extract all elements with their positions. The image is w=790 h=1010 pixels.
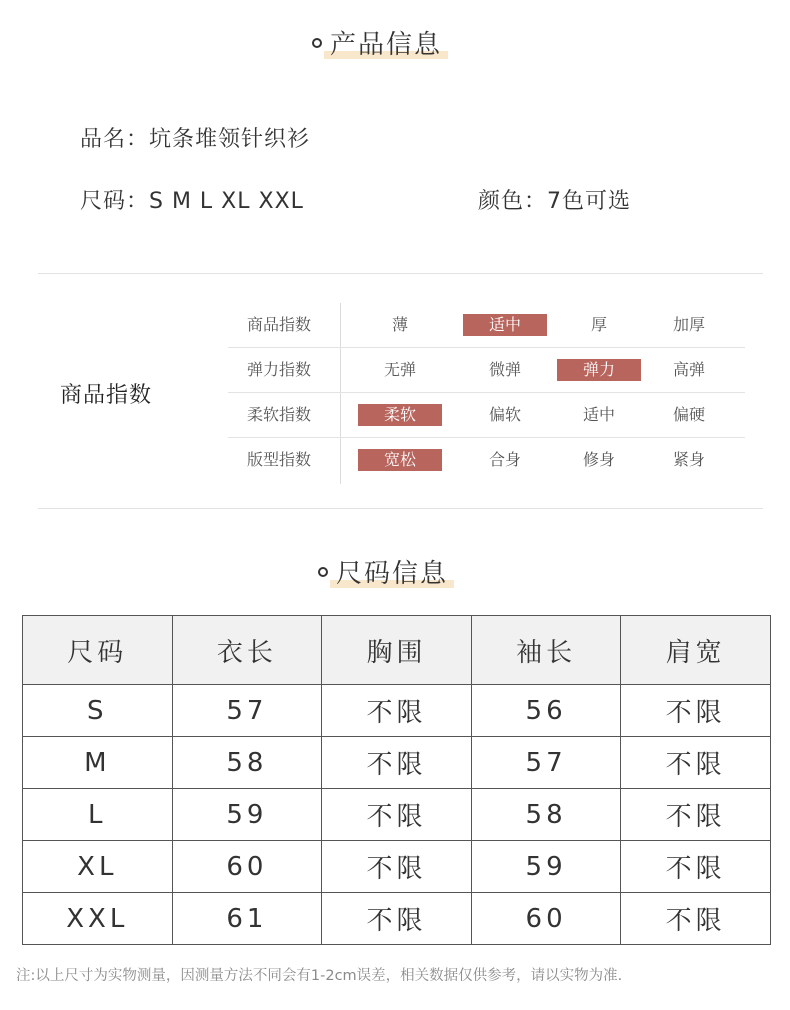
index-row (228, 303, 745, 348)
table-row (23, 893, 771, 945)
index-row-name: 版型指数 (246, 450, 311, 469)
table-cell: 不限 (621, 841, 771, 893)
index-row (228, 393, 745, 438)
index-option: 偏软 (488, 405, 521, 424)
index-row-name: 柔软指数 (246, 405, 311, 424)
index-option: 适中 (582, 405, 615, 424)
table-cell: 不限 (621, 685, 771, 737)
product-info-title-text (330, 24, 442, 61)
index-option: 薄 (391, 315, 408, 334)
table-cell: 59 (471, 841, 621, 893)
index-option: 适中 (463, 314, 547, 336)
index-option: 高弹 (672, 360, 705, 379)
index-option: 柔软 (358, 404, 442, 426)
measurement-footnote: 注:以上尺寸为实物测量，因测量方法不同会有1-2cm误差，相关数据仅供参考，请以实物为准. (16, 968, 623, 984)
table-cell: 57 (172, 685, 322, 737)
table-cell: 不限 (322, 789, 472, 841)
table-cell: XL (23, 841, 173, 893)
table-cell: 不限 (322, 737, 472, 789)
table-cell: 59 (172, 789, 322, 841)
circle-icon (312, 38, 322, 48)
table-cell: 60 (471, 893, 621, 945)
column-header: 衣长 (172, 616, 322, 685)
divider (38, 273, 763, 274)
table-cell: 不限 (322, 841, 472, 893)
circle-icon (318, 567, 328, 577)
index-option: 加厚 (672, 315, 705, 334)
index-row (228, 348, 745, 393)
table-cell: 58 (471, 789, 621, 841)
table-cell: 不限 (621, 789, 771, 841)
product-colors: 颜色：7色可选 (478, 189, 631, 214)
column-header: 胸围 (322, 616, 472, 685)
table-row (23, 841, 771, 893)
index-section-label: 商品指数 (60, 383, 153, 408)
table-cell: 61 (172, 893, 322, 945)
index-option: 弹力 (557, 359, 641, 381)
size-table-header-row (23, 616, 771, 685)
index-option: 宽松 (358, 449, 442, 471)
table-cell: 57 (471, 737, 621, 789)
product-sizes: 尺码：S M L XL XXL (80, 189, 304, 214)
index-row (228, 438, 745, 482)
table-cell: S (23, 685, 173, 737)
table-row (23, 737, 771, 789)
table-cell: 56 (471, 685, 621, 737)
table-cell: L (23, 789, 173, 841)
table-cell: 不限 (322, 685, 472, 737)
size-info-title-label: 尺码信息 (336, 559, 449, 589)
index-option: 合身 (488, 450, 521, 469)
column-header: 袖长 (471, 616, 621, 685)
table-row (23, 685, 771, 737)
product-info-title (312, 24, 442, 61)
table-cell: 不限 (322, 893, 472, 945)
index-row-name: 商品指数 (246, 315, 311, 334)
index-option: 修身 (582, 450, 615, 469)
table-row (23, 789, 771, 841)
size-info-title (318, 553, 448, 590)
index-option: 偏硬 (672, 405, 705, 424)
index-option: 紧身 (672, 450, 705, 469)
index-option: 厚 (590, 315, 607, 334)
divider (38, 508, 763, 509)
product-name: 品名：坑条堆领针织衫 (80, 127, 311, 152)
column-header: 肩宽 (621, 616, 771, 685)
size-info-title-text (336, 553, 448, 590)
index-option: 无弹 (383, 360, 416, 379)
table-cell: XXL (23, 893, 173, 945)
table-cell: 不限 (621, 893, 771, 945)
size-table (22, 615, 771, 945)
table-cell: 60 (172, 841, 322, 893)
table-cell: 58 (172, 737, 322, 789)
index-option: 微弹 (488, 360, 521, 379)
index-row-name: 弹力指数 (246, 360, 311, 379)
table-cell: 不限 (621, 737, 771, 789)
product-info-title-label: 产品信息 (330, 30, 443, 60)
table-cell: M (23, 737, 173, 789)
column-header: 尺码 (23, 616, 173, 685)
